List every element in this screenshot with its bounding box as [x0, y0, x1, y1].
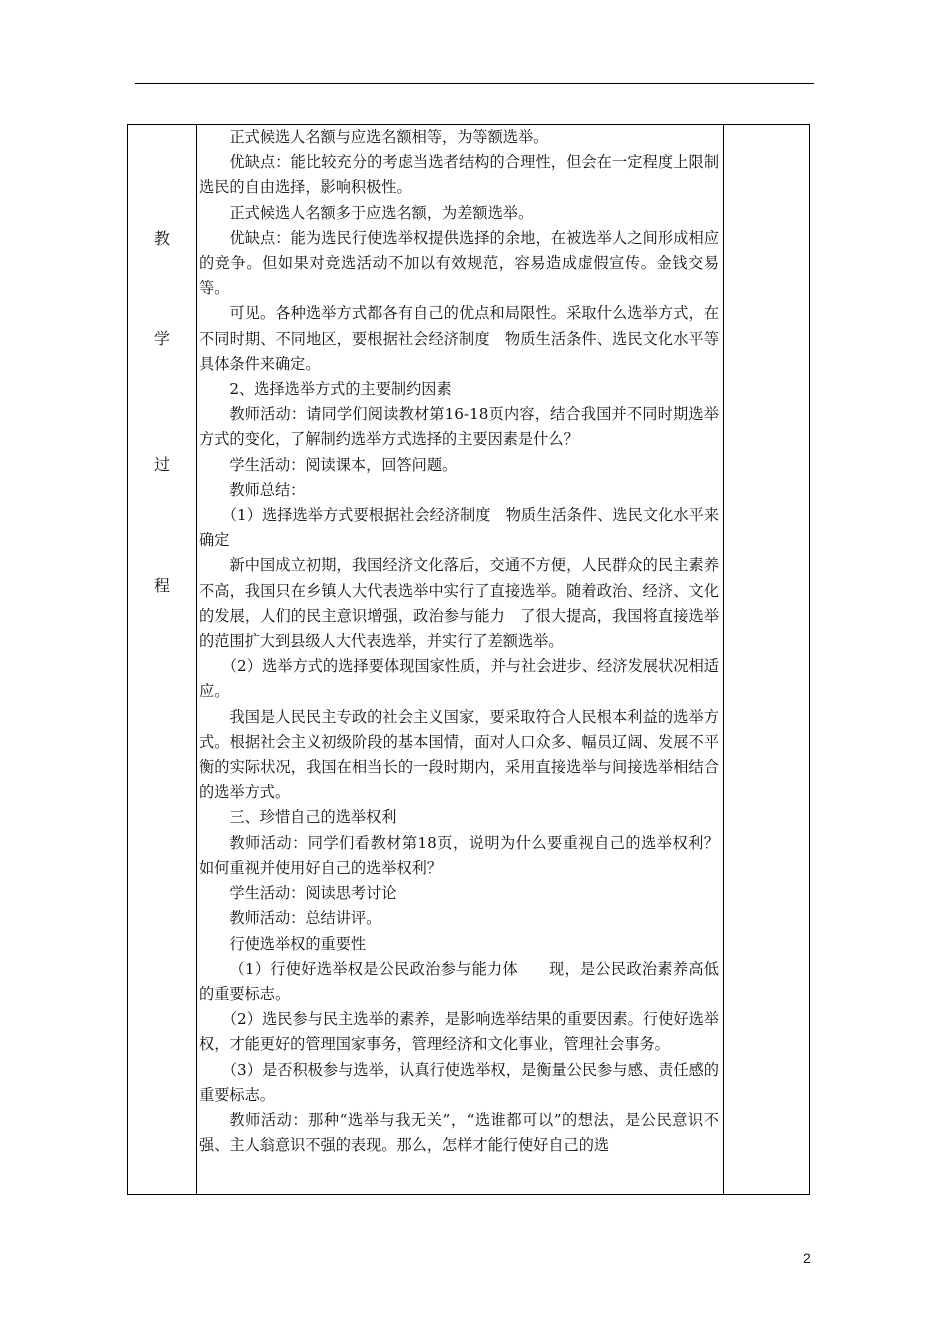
- header-rule: [135, 83, 814, 84]
- paragraph: （1）行使好选举权是公民政治参与能力体 现，是公民政治素养高低的重要标志。: [199, 959, 719, 1003]
- side-label-jiao: 教: [153, 229, 170, 248]
- side-label-xue: 学: [153, 329, 170, 348]
- lesson-table: [127, 124, 810, 1195]
- side-label-guo: 过: [153, 455, 170, 474]
- paragraph: 可见。各种选举方式都各有自己的优点和局限性。采取什么选举方式，在不同时期、不同地区，要根据社会经济制度 物质生活条件、选民文化水平等具体条件来确定。: [199, 304, 719, 373]
- side-label-cheng: 程: [153, 576, 170, 595]
- column-divider-right: [723, 125, 724, 1194]
- paragraph: 正式候选人名额与应选名额相等，为等额选举。: [229, 128, 549, 146]
- paragraph: 教师活动：总结讲评。: [229, 909, 382, 928]
- paragraph: 教师活动：那种“选举与我无关”，“选谁都可以”的想法，是公民意识不强、主人翁意识不强的表现。那么，怎样才能行使好自己的选: [199, 1110, 719, 1155]
- paragraph: 教师活动：请同学们阅读教材第16-18页内容，结合我国并不同时期选举方式的变化，了解制约选举方式选择的主要因素是什么？: [199, 405, 719, 449]
- page-number: 2: [803, 1250, 811, 1266]
- paragraph: 正式候选人名额多于应选名额，为差额选举。: [229, 203, 534, 222]
- paragraph: 优缺点：能为选民行使选举权提供选择的余地，在被选举人之间形成相应的竞争。但如果对竞选活动不加以有效规范，容易造成虚假宣传。金钱交易等。: [199, 228, 719, 298]
- paragraph: （3）是否积极参与选举，认真行使选举权，是衡量公民参与感、责任感的重要标志。: [199, 1060, 719, 1104]
- paragraph: 我国是人民民主专政的社会主义国家，要采取符合人民根本利益的选举方式。根据社会主义初级阶段的基本国情，面对人口众多、幅员辽阔、发展不平衡的实际状况，我国在相当长的一段时期内，采用直接选举与间接选举相结合的选举方式。: [199, 707, 719, 802]
- paragraph: 行使选举权的重要性: [229, 934, 367, 953]
- column-divider-left: [196, 125, 197, 1194]
- paragraph: （2）选民参与民主选举的素养，是影响选举结果的重要因素。行使好选举权，才能更好的管理国家事务，管理经济和文化事业，管理社会事务。: [199, 1010, 719, 1054]
- paragraph: 教师总结：: [229, 480, 306, 499]
- paragraph: （1）选择选举方式要根据社会经济制度 物质生活条件、选民文化水平来确定: [199, 506, 719, 550]
- paragraph: 学生活动：阅读课本，回答问题。: [229, 455, 458, 474]
- paragraph: 新中国成立初期，我国经济文化落后，交通不方便，人民群众的民主素养不高，我国只在乡镇人大代表选举中实行了直接选举。随着政治、经济、文化的发展，人们的民主意识增强，政治参与能力 了很大提高，我国将直接选举的范围扩大到县级人大代表选举，并实行了差额选举。: [199, 556, 719, 651]
- paragraph: （2）选举方式的选择要体现国家性质，并与社会进步、经济发展状况相适应。: [199, 657, 719, 701]
- section-heading: 2、选择选举方式的主要制约因素: [229, 380, 452, 399]
- lesson-content: [199, 125, 719, 1158]
- section-heading: 三、珍惜自己的选举权利: [229, 808, 397, 827]
- paragraph: 学生活动：阅读思考讨论: [229, 884, 397, 903]
- paragraph: 教师活动：同学们看教材第18页，说明为什么要重视自己的选举权利？如何重视并使用好自己的选举权利？: [199, 833, 719, 877]
- paragraph: 优缺点：能比较充分的考虑当选者结构的合理性，但会在一定程度上限制选民的自由选择，影响积极性。: [199, 153, 719, 197]
